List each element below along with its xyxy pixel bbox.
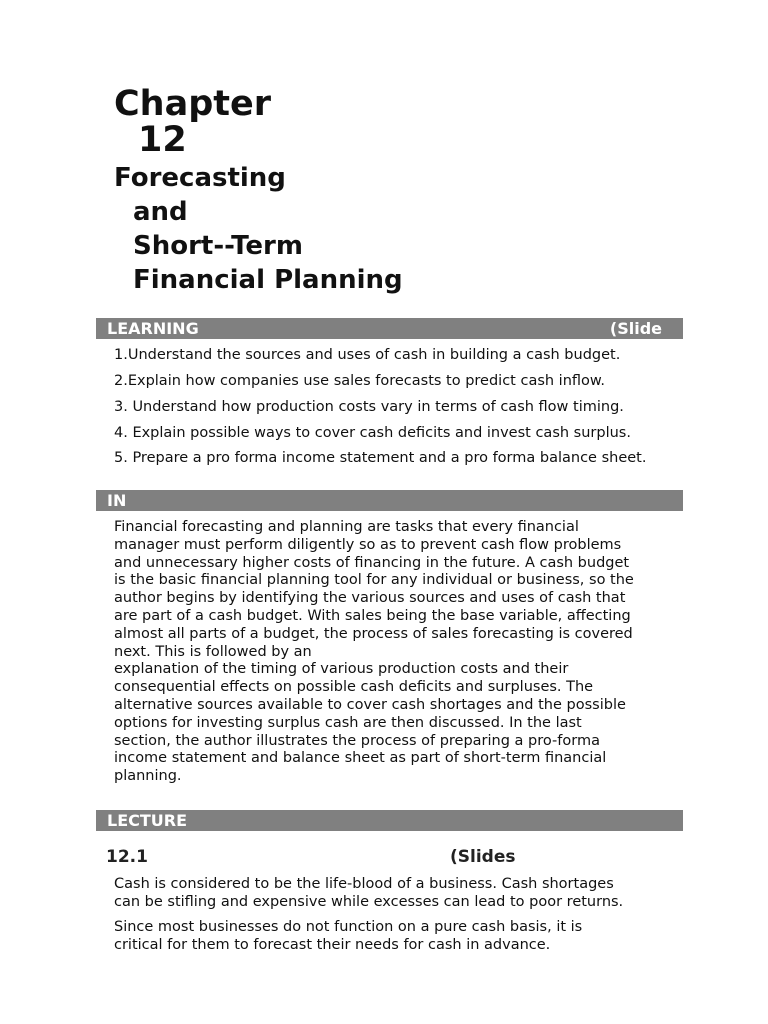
text-line: are part of a cash budget. With sales being the base variable, affecting [114,607,631,624]
text-line: can be stifling and expensive while excesses can lead to poor returns. [114,893,624,910]
text-line: manager must perform diligently so as to prevent cash flow problems [114,536,622,553]
text-line: author begins by identifying the various sources and uses of cash that [114,590,626,607]
introduction-paragraph [114,519,674,786]
lecture-bar [96,810,683,831]
text-line: next. This is followed by an [114,643,312,660]
objective-item: 5. Prepare a pro forma income statement and a pro forma balance sheet. [114,450,647,466]
text-line: planning. [114,768,182,785]
bar-label: LEARNING [107,319,199,338]
text-line: income statement and balance sheet as part of short-term financial [114,750,607,767]
text-line: options for investing surplus cash are then discussed. In the last [114,714,582,731]
introduction-bar [96,490,683,511]
objective-item: 2.Explain how companies use sales forecasts to predict cash inflow. [114,373,606,389]
learning-objectives-bar [96,318,683,339]
chapter-title [114,161,403,297]
text-line: explanation of the timing of various production costs and their [114,661,569,678]
text-line: almost all parts of a budget, the process of sales forecasting is covered [114,625,633,642]
title-line: Financial Planning [133,265,403,295]
bar-slide-ref: (Slide [609,319,662,338]
text-line: Financial forecasting and planning are tasks that every financial [114,519,579,535]
objective-item: 1.Understand the sources and uses of cash in building a cash budget. [114,347,621,363]
title-line: Short--Term [133,231,303,261]
text-line: Since most businesses do not function on a pure cash basis, it is [114,919,583,935]
text-line: is the basic financial planning tool for any individual or business, so the [114,572,634,589]
objective-item: 4. Explain possible ways to cover cash deficits and invest cash surplus. [114,425,631,441]
text-line: Cash is considered to be the life-blood of a business. Cash shortages [114,876,614,892]
text-line: consequential effects on possible cash deficits and surpluses. The [114,679,594,696]
text-line: alternative sources available to cover cash shortages and the possible [114,696,626,713]
lecture-paragraph [114,876,674,912]
text-line: critical for them to forecast their needs for cash in advance. [114,936,551,953]
title-line: and [133,197,188,227]
chapter-number: 12 [138,120,187,160]
chapter-heading: Chapter [114,84,272,124]
title-line: Forecasting [114,163,286,193]
text-line: section, the author illustrates the process of preparing a pro-forma [114,732,600,749]
bar-label: LECTURE [107,811,188,830]
text-line: and unnecessary higher costs of financing in the future. A cash budget [114,554,630,571]
section-number: 12.1 [106,847,148,867]
lecture-paragraph [114,919,674,955]
section-slide-ref: (Slides [450,847,516,867]
bar-label: IN [107,491,127,510]
objective-item: 3. Understand how production costs vary in terms of cash flow timing. [114,399,624,415]
